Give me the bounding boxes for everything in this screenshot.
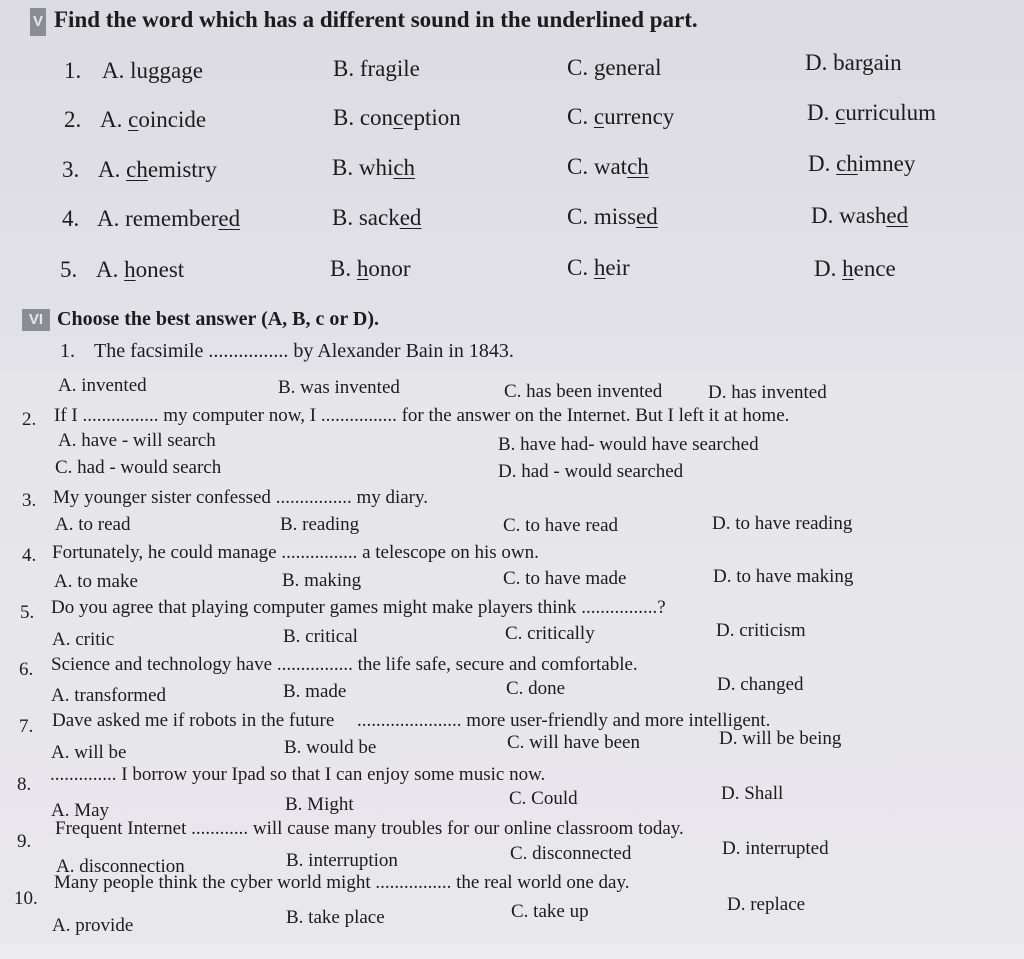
s5-q2-option-c: C. currency <box>567 104 675 129</box>
s5-q5-option-b: B. honor <box>330 256 411 281</box>
s5-q3-option-a: A. chemistry <box>98 157 217 182</box>
q1-option-c: C. has been invented <box>504 381 663 402</box>
q2-number: 2. <box>22 409 37 430</box>
s5-q4-option-c: C. missed <box>567 204 658 229</box>
q3-text: My younger sister confessed ................ my diary. <box>53 487 429 508</box>
s5-q5-option-d: D. hence <box>814 256 896 281</box>
s5-q3-number: 3. <box>62 157 80 182</box>
q1-text: The facsimile ................ by Alexander Bain in 1843. <box>94 340 514 362</box>
section-5-badge: V <box>30 8 46 36</box>
q6-text: Science and technology have ................ the life safe, secure and comfortable. <box>51 654 638 675</box>
q1-option-a: A. invented <box>58 375 147 396</box>
q5-number: 5. <box>20 602 35 623</box>
s5-q1-option-d: D. bargain <box>805 50 902 75</box>
q9-option-a: A. disconnection <box>56 856 185 877</box>
bottom-margin-strip <box>0 944 1024 959</box>
q7-text: Dave asked me if robots in the future ...................... more user-friendly and more intelligent. <box>52 710 771 731</box>
section-6-badge: VI <box>22 309 50 331</box>
s5-q1-number: 1. <box>64 58 82 83</box>
q2-option-d: D. had - would searched <box>498 461 684 482</box>
q5-option-c: C. critically <box>505 623 595 644</box>
q5-option-b: B. critical <box>283 626 358 647</box>
s5-q3-option-c: C. watch <box>567 154 649 179</box>
q6-option-c: C. done <box>506 678 566 699</box>
q7-option-c: C. will have been <box>507 732 640 753</box>
q8-text: .............. I borrow your Ipad so that I can enjoy some music now. <box>50 764 546 785</box>
s5-q4-number: 4. <box>62 206 80 231</box>
q5-text: Do you agree that playing computer games might make players think ................? <box>51 597 666 618</box>
q2-option-c: C. had - would search <box>55 457 222 478</box>
s5-q1-option-b: B. fragile <box>333 56 420 81</box>
q2-option-a: A. have - will search <box>58 430 216 451</box>
q3-option-c: C. to have read <box>503 515 619 536</box>
q10-option-d: D. replace <box>727 894 806 915</box>
q3-number: 3. <box>22 490 37 511</box>
s5-q2-option-b: B. conception <box>333 105 461 130</box>
q3-option-b: B. reading <box>280 514 360 535</box>
s5-q4-option-a: A. remembered <box>97 206 241 231</box>
s5-q1-option-a: A. luggage <box>102 58 203 83</box>
q3-option-a: A. to read <box>55 514 131 535</box>
q4-option-d: D. to have making <box>713 566 854 587</box>
q9-text: Frequent Internet ............ will cause many troubles for our online classroom today. <box>55 818 684 839</box>
q4-option-a: A. to make <box>54 571 138 592</box>
q7-option-b: B. would be <box>284 737 377 758</box>
q6-number: 6. <box>19 659 34 680</box>
q2-text: If I ................ my computer now, I ................ for the answer on the Internet. But I left it at home. <box>54 405 790 426</box>
s5-q5-option-c: C. heir <box>567 255 630 280</box>
s5-q3-option-b: B. which <box>332 155 416 180</box>
q10-number: 10. <box>14 888 38 909</box>
q1-option-d: D. has invented <box>708 382 827 403</box>
q10-option-c: C. take up <box>511 901 589 922</box>
q5-option-d: D. criticism <box>716 620 806 641</box>
q8-option-d: D. Shall <box>721 783 784 804</box>
q10-option-b: B. take place <box>286 907 385 928</box>
s5-q3-option-d: D. chimney <box>808 151 916 176</box>
s5-q5-number: 5. <box>60 257 78 282</box>
q4-option-c: C. to have made <box>503 568 627 589</box>
q4-number: 4. <box>22 545 37 566</box>
q1-number: 1. <box>60 340 75 362</box>
q8-option-a: A. May <box>51 800 110 821</box>
q6-option-a: A. transformed <box>51 685 167 706</box>
q10-option-a: A. provide <box>52 915 134 936</box>
s5-q4-option-d: D. washed <box>811 203 909 228</box>
q9-option-b: B. interruption <box>286 850 398 871</box>
section-5-title: Find the word which has a different sound in the underlined part. <box>54 7 698 32</box>
q7-option-d: D. will be being <box>719 728 842 749</box>
q9-option-d: D. interrupted <box>722 838 829 859</box>
s5-q2-option-d: D. curriculum <box>807 100 937 125</box>
s5-q4-option-b: B. sacked <box>332 205 422 230</box>
q9-number: 9. <box>17 831 32 852</box>
q6-option-d: D. changed <box>717 674 804 695</box>
q10-text: Many people think the cyber world might ................ the real world one day. <box>54 872 630 893</box>
s5-q2-option-a: A. coincide <box>100 107 207 132</box>
q5-option-a: A. critic <box>52 629 115 650</box>
s5-q2-number: 2. <box>64 107 82 132</box>
q8-option-b: B. Might <box>285 794 354 815</box>
q3-option-d: D. to have reading <box>712 513 853 534</box>
section-6-title: Choose the best answer (A, B, c or D). <box>57 308 380 330</box>
q2-option-b: B. have had- would have searched <box>498 434 759 455</box>
q8-option-c: C. Could <box>509 788 578 809</box>
s5-q5-option-a: A. honest <box>96 257 185 282</box>
q4-option-b: B. making <box>282 570 362 591</box>
q4-text: Fortunately, he could manage ................ a telescope on his own. <box>52 542 539 563</box>
q9-option-c: C. disconnected <box>510 843 632 864</box>
q6-option-b: B. made <box>283 681 347 702</box>
s5-q1-option-c: C. general <box>567 55 662 80</box>
q7-number: 7. <box>19 716 34 737</box>
q7-option-a: A. will be <box>51 742 127 763</box>
q1-option-b: B. was invented <box>278 377 400 398</box>
q8-number: 8. <box>17 774 32 795</box>
